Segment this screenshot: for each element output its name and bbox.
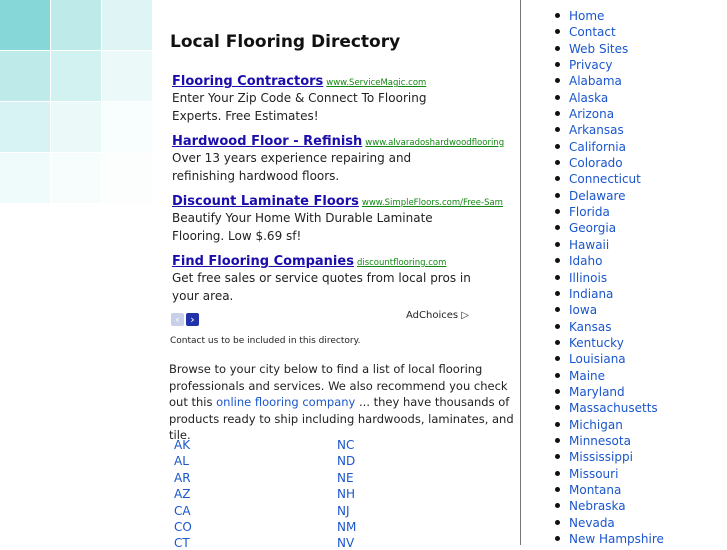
sidebar-item [555,286,664,302]
bullet-icon [555,176,560,181]
decorative-tile [0,0,50,50]
sidebar-item [555,270,664,286]
page-title: Local Flooring Directory [170,32,401,52]
browse-text-after: ... they have thousands of products ready to ship including hardwoods, laminates, and tile. [169,395,514,442]
sidebar-link[interactable]: Arizona [569,107,615,122]
next-ad-button[interactable]: › [186,313,199,326]
bullet-icon [555,78,560,83]
sidebar-item [555,498,664,514]
sidebar-link[interactable]: Idaho [569,254,603,269]
bullet-icon [555,127,560,132]
bullet-icon [555,275,560,280]
ad-url-link[interactable]: discountflooring.com [356,258,447,268]
sidebar-item [555,41,664,57]
decorative-tile-mosaic [0,0,152,202]
online-flooring-company-link[interactable]: online flooring company [216,395,356,409]
decorative-tile [0,153,50,203]
sidebar-item [555,73,664,89]
sidebar-link[interactable]: Hawaii [569,237,610,252]
state-link[interactable]: CA [174,503,191,518]
state-link[interactable]: NH [337,487,355,502]
sidebar-link[interactable]: Web Sites [569,41,629,56]
sidebar-link[interactable]: Connecticut [569,172,641,187]
sidebar-item [555,531,664,547]
sidebar-link[interactable]: Mississippi [569,450,633,465]
column-divider [520,0,521,545]
sidebar-link[interactable]: Nebraska [569,499,626,514]
ad-url-link[interactable]: www.alvaradoshardwoodflooring [365,138,505,148]
sidebar-item [555,237,664,253]
sidebar-link[interactable]: Louisiana [569,352,626,367]
ad-url-link[interactable]: www.SimpleFloors.com/Free-Sam [361,198,503,208]
ad-item [172,190,503,245]
sidebar-link[interactable]: Alaska [569,90,609,105]
ad-title-link[interactable]: Flooring Contractors [172,74,324,89]
bullet-icon [555,144,560,149]
bullet-icon [555,422,560,427]
ad-item [172,250,472,305]
bullet-icon [555,242,560,247]
sidebar-link[interactable]: Delaware [569,188,626,203]
state-link[interactable]: AK [174,438,191,452]
sidebar-item [555,417,664,433]
sidebar-link[interactable]: Home [569,9,605,23]
state-link[interactable]: NM [337,520,357,534]
bullet-icon [555,258,560,263]
decorative-tile [51,153,101,203]
sidebar-item [555,384,664,400]
decorative-tile [102,153,152,203]
sidebar-item [555,449,664,465]
decorative-tile [102,0,152,50]
sidebar-item [555,482,664,498]
sidebar-item [555,319,664,335]
sidebar-item [555,90,664,106]
state-link[interactable]: NJ [337,503,350,518]
bullet-icon [555,95,560,100]
browse-intro [169,361,514,444]
sidebar-link[interactable]: Missouri [569,466,619,481]
bullet-icon [555,111,560,116]
bullet-icon [555,503,560,508]
bullet-icon [555,307,560,312]
sidebar-link[interactable]: Arkansas [569,123,624,138]
sidebar-item [555,515,664,531]
sidebar-link[interactable]: Privacy [569,58,613,73]
ad-description: Over 13 years experience repairing and refinishing hardwood floors. [172,151,412,183]
sidebar-item [555,368,664,384]
ad-navigation [171,308,201,327]
ad-description: Beautify Your Home With Durable Laminate Flooring. Low $.69 sf! [172,211,433,243]
bullet-icon [555,324,560,329]
sidebar-link[interactable]: Alabama [569,74,622,89]
decorative-tile [51,102,101,152]
sidebar-link[interactable]: Maryland [569,384,625,399]
sidebar-link[interactable]: Contact [569,25,616,40]
bullet-icon [555,487,560,492]
sidebar-item [555,466,664,482]
sidebar-item [555,253,664,269]
state-link[interactable]: AZ [174,487,191,502]
sidebar-link[interactable]: Montana [569,482,622,497]
sidebar-item [555,171,664,187]
sidebar-item [555,302,664,318]
sidebar-link[interactable]: Kentucky [569,335,624,350]
state-link[interactable]: ND [337,454,356,469]
bullet-icon [555,62,560,67]
sidebar-item [555,8,664,24]
decorative-tile [102,102,152,152]
ad-item [172,130,505,185]
bullet-icon [555,29,560,34]
sidebar-item [555,122,664,138]
sidebar-link[interactable]: California [569,139,626,154]
sidebar-item [555,204,664,220]
sidebar-link[interactable]: Massachusetts [569,401,658,416]
ad-url-link[interactable]: www.ServiceMagic.com [326,78,427,88]
ad-block [172,70,505,310]
decorative-tile [0,51,50,101]
bullet-icon [555,340,560,345]
ad-item [172,70,472,125]
ad-description: Enter Your Zip Code & Connect To Flooring Experts. Free Estimates! [172,91,427,123]
sidebar-item [555,106,664,122]
sidebar-item [555,139,664,155]
decorative-tile [51,51,101,101]
bullet-icon [555,471,560,476]
state-link[interactable]: AR [174,470,191,485]
sidebar-item [555,220,664,236]
sidebar-item [555,188,664,204]
sidebar-link[interactable]: Nevada [569,515,615,530]
state-link[interactable]: AL [174,454,189,469]
previous-ad-button[interactable]: ‹ [171,313,184,326]
sidebar-item [555,335,664,351]
decorative-tile [102,51,152,101]
bullet-icon [555,373,560,378]
state-link[interactable]: CO [174,520,192,534]
ad-title-link[interactable]: Find Flooring Companies [172,254,354,269]
decorative-tile [51,0,101,50]
sidebar-item [555,24,664,40]
sidebar-link[interactable]: Florida [569,205,610,220]
ad-title-link[interactable]: Hardwood Floor - Refinish [172,134,363,149]
sidebar-link[interactable]: New Hampshire [569,532,664,546]
bullet-icon [555,536,560,541]
bullet-icon [555,389,560,394]
sidebar-link[interactable]: Minnesota [569,433,631,448]
sidebar-link[interactable]: Michigan [569,417,623,432]
bullet-icon [555,193,560,198]
sidebar-link[interactable]: Georgia [569,221,617,236]
state-link[interactable]: NE [337,470,354,485]
sidebar-link[interactable]: Kansas [569,319,612,334]
ad-description: Get free sales or service quotes from local pros in your area. [172,271,471,303]
contact-note: Contact us to be included in this directory. [170,336,361,346]
sidebar-item [555,400,664,416]
bullet-icon [555,454,560,459]
bullet-icon [555,356,560,361]
decorative-tile [0,102,50,152]
sidebar-link[interactable]: Colorado [569,156,623,171]
bullet-icon [555,13,560,18]
sidebar-nav [555,8,664,547]
bullet-icon [555,438,560,443]
sidebar-item [555,433,664,449]
bullet-icon [555,291,560,296]
ad-title-link[interactable]: Discount Laminate Floors [172,194,359,209]
state-link[interactable]: CT [174,536,190,550]
sidebar-item [555,351,664,367]
state-link[interactable]: NV [337,536,355,550]
sidebar-link[interactable]: Maine [569,368,606,383]
sidebar-link[interactable]: Illinois [569,270,608,285]
bullet-icon [555,225,560,230]
bullet-icon [555,46,560,51]
browse-text-before: Browse to your city below to find a list of local flooring professionals and services. We also recommend you check out this [169,362,508,409]
adchoices-link[interactable]: AdChoices ▷ [406,310,469,321]
bullet-icon [555,209,560,214]
state-link[interactable]: NC [337,438,355,452]
sidebar-item [555,57,664,73]
sidebar-item [555,155,664,171]
bullet-icon [555,520,560,525]
bullet-icon [555,405,560,410]
sidebar-link[interactable]: Indiana [569,286,614,301]
bullet-icon [555,160,560,165]
sidebar-link[interactable]: Iowa [569,303,598,318]
